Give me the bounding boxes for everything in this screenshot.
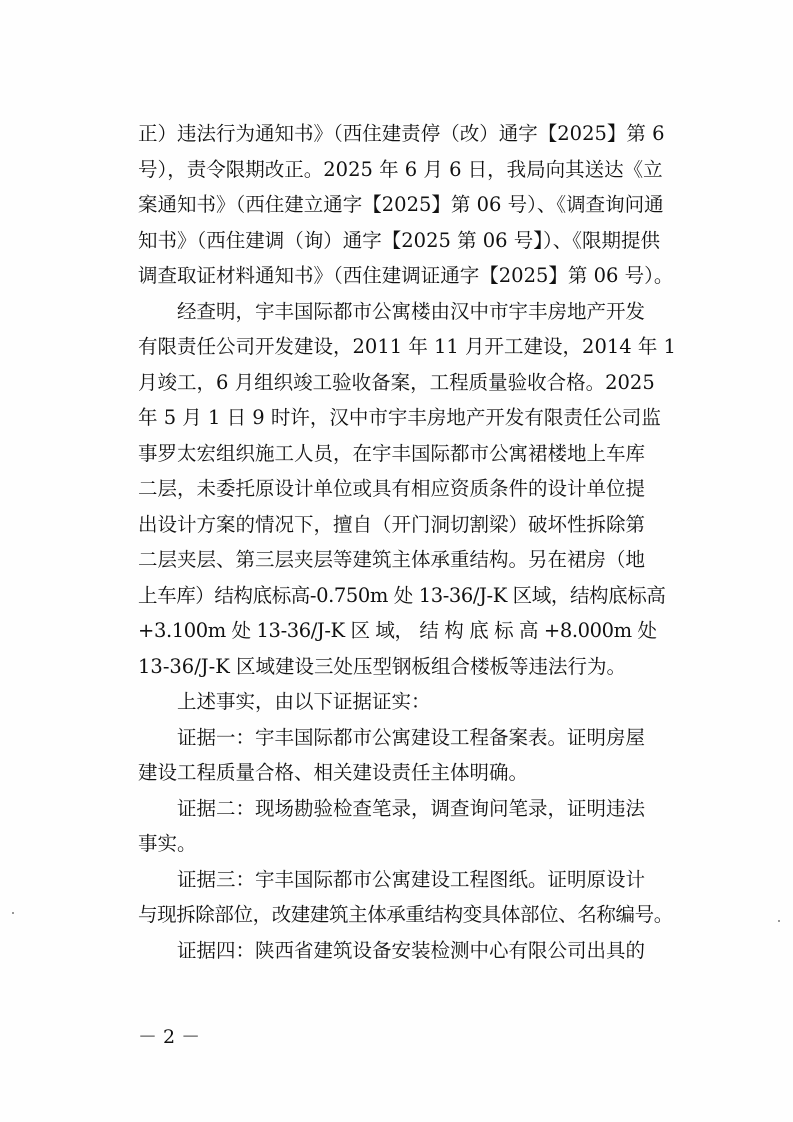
text-line: 二层，未委托原设计单位或具有相应资质条件的设计单位提 <box>138 477 646 500</box>
text-line: 号），责令限期改正。2025 年 6 月 6 日，我局向其送达《立 <box>138 157 663 181</box>
text-line: 出设计方案的情况下，擅自（开门洞切割梁）破坏性拆除第 <box>138 512 646 536</box>
text-line: 调查取证材料通知书》（西住建调证通字【2025】第 06 号）。 <box>138 264 674 287</box>
text-line: +3.100m 处 13-36/J-K 区 域， 结 构 底 标 高 +8.000m 处 <box>138 619 657 642</box>
text-line: 上车库）结构底标高-0.750m 处 13-36/J-K 区域，结构底标高 <box>138 583 666 607</box>
scan-speck <box>12 912 14 914</box>
text-line: 事实。 <box>138 832 197 855</box>
text-line: 与现拆除部位，改建建筑主体承重结构变具体部位、名称编号。 <box>138 903 673 926</box>
text-line: 经查明，宇丰国际都市公寓楼由汉中市宇丰房地产开发 <box>177 299 646 323</box>
text-line: 正）违法行为通知书》（西住建责停（改）通字【2025】第 6 <box>138 122 665 145</box>
text-line: 月竣工，6 月组织竣工验收备案，工程质量验收合格。2025 <box>138 370 655 394</box>
text-line: 年 5 月 1 日 9 时许，汉中市宇丰房地产开发有限责任公司监 <box>138 406 661 429</box>
text-line: 案通知书》（西住建立通字【2025】第 06 号）、《调查询问通 <box>138 193 664 216</box>
page-number: － 2 － <box>138 1026 201 1048</box>
scan-speck <box>778 920 780 922</box>
body-text <box>138 116 676 968</box>
text-line: 事罗太宏组织施工人员，在宇丰国际都市公寓裙楼地上车库 <box>138 441 646 465</box>
text-line: 上述事实，由以下证据证实： <box>177 690 431 713</box>
text-line: 13-36/J-K 区域建设三处压型钢板组合楼板等违法行为。 <box>138 654 626 678</box>
text-line: 建设工程质量合格、相关建设责任主体明确。 <box>138 761 529 784</box>
text-line: 证据四：陕西省建筑设备安装检测中心有限公司出具的 <box>177 938 646 962</box>
text-line: 证据三：宇丰国际都市公寓建设工程图纸。证明原设计 <box>177 867 646 891</box>
text-line: 有限责任公司开发建设，2011 年 11 月开工建设，2014 年 1 <box>138 335 676 358</box>
text-line: 证据一：宇丰国际都市公寓建设工程备案表。证明房屋 <box>177 725 646 749</box>
text-line: 知书》（西住建调（询）通字【2025 第 06 号】）、《限期提供 <box>138 228 661 252</box>
text-line: 证据二：现场勘验检查笔录，调查询问笔录，证明违法 <box>177 796 646 820</box>
text-line: 二层夹层、第三层夹层等建筑主体承重结构。另在裙房（地 <box>138 548 646 571</box>
